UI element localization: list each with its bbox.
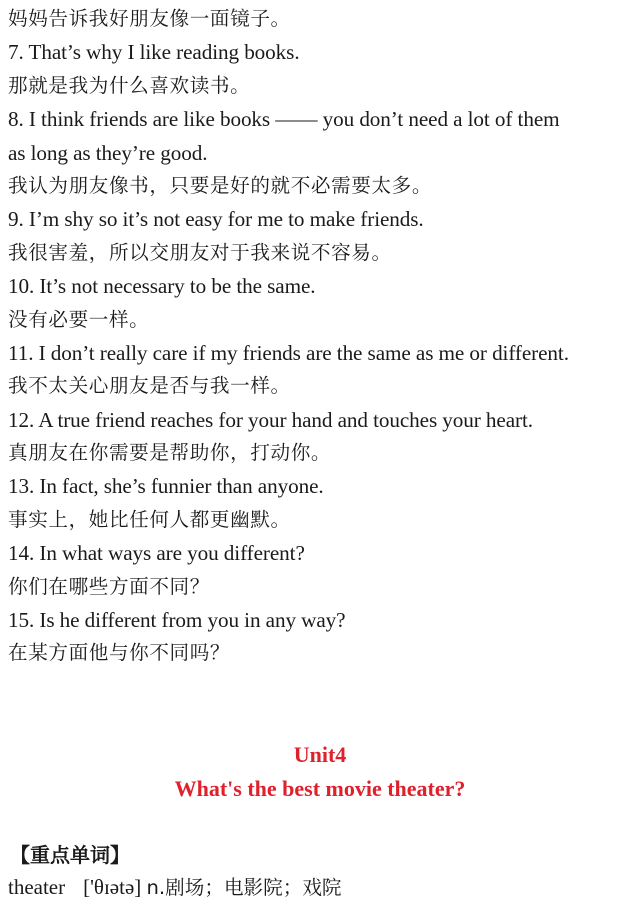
- vocab-entry: [8, 872, 342, 903]
- unit-subtitle: What's the best movie theater?: [174, 776, 466, 801]
- sentence-line: 没有必要一样。: [8, 307, 150, 331]
- sentence-line: 15. Is he different from you in any way?: [8, 608, 346, 633]
- sentence-line: 10. It’s not necessary to be the same.: [8, 274, 316, 299]
- sentence-line: 我认为朋友像书，只要是好的就不必需要太多。: [8, 173, 433, 197]
- vocab-heading: 【重点单词】: [10, 843, 130, 867]
- unit-header: [0, 738, 640, 806]
- sentence-line: 我很害羞，所以交朋友对于我来说不容易。: [8, 240, 392, 264]
- vocab-word: theater: [8, 875, 66, 899]
- sentence-line: 真朋友在你需要是帮助你，打动你。: [8, 441, 332, 465]
- unit-title: Unit4: [293, 742, 347, 767]
- sentence-line: 在某方面他与你不同吗？: [8, 641, 231, 665]
- sentence-line: 事实上，她比任何人都更幽默。: [8, 507, 291, 531]
- sentence-line: as long as they’re good.: [8, 140, 208, 165]
- sentence-line: 7. That’s why I like reading books.: [8, 40, 300, 65]
- sentence-line: 12. A true friend reaches for your hand and touches your heart.: [8, 407, 533, 432]
- sentence-line: 13. In fact, she’s funnier than anyone.: [8, 474, 324, 499]
- sentence-line: 11. I don’t really care if my friends are the same as me or different.: [8, 340, 569, 365]
- sentence-line: 妈妈告诉我好朋友像一面镜子。: [8, 7, 291, 30]
- sentence-line: 14. In what ways are you different?: [8, 541, 305, 566]
- sentence-line: 8. I think friends are like books —— you don’t need a lot of them: [8, 107, 560, 132]
- vocab-meaning: n.剧场；电影院；戏院: [146, 876, 342, 899]
- sentence-line: 你们在哪些方面不同？: [8, 574, 210, 598]
- sentence-line: 我不太关心朋友是否与我一样。: [8, 374, 291, 398]
- vocab-phonetic: ['θɪətə]: [83, 875, 142, 899]
- sentence-line: 那就是我为什么喜欢读书。: [8, 73, 251, 97]
- sentence-line: 9. I’m shy so it’s not easy for me to make friends.: [8, 207, 424, 232]
